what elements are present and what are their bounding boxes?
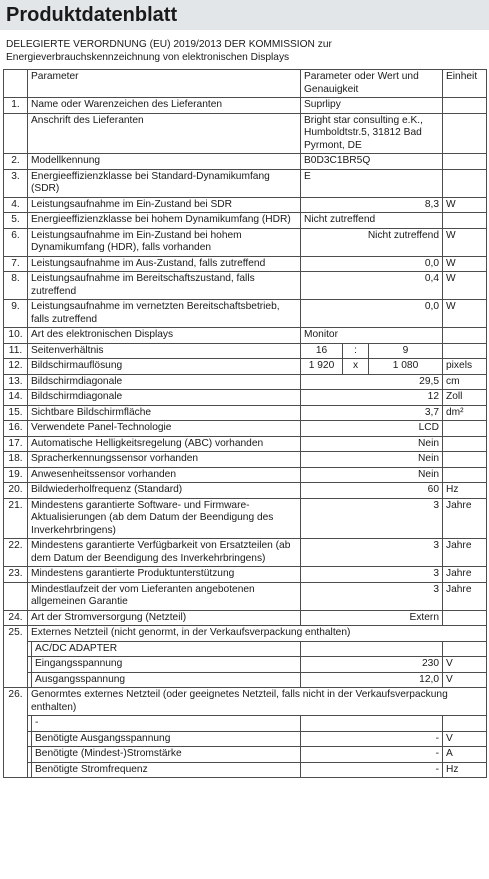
value-cell: 12	[301, 390, 443, 406]
sub-value	[301, 716, 443, 732]
sub-label: Eingangsspannung	[32, 657, 301, 673]
parameter-cell: Leistungsaufnahme im Aus-Zustand, falls zutreffend	[28, 256, 301, 272]
row-number: 14.	[4, 390, 28, 406]
unit-cell	[443, 328, 487, 344]
unit-cell: W	[443, 228, 487, 256]
regulation-subtitle: DELEGIERTE VERORDNUNG (EU) 2019/2013 DER KOMMISSION zur Energieverbrauchskennzeichnung von elektronischen Displays	[6, 39, 332, 63]
unit-cell: W	[443, 197, 487, 213]
sub-value: -	[301, 731, 443, 747]
table-row	[4, 343, 487, 359]
value-cell: Nein	[301, 452, 443, 468]
row-number: 4.	[4, 197, 28, 213]
unit-cell	[443, 467, 487, 483]
sub-index	[28, 716, 32, 732]
table-row	[4, 169, 487, 197]
sub-row	[4, 762, 487, 778]
unit-cell: dm²	[443, 405, 487, 421]
table-row	[4, 405, 487, 421]
value-cell: Suprlipy	[301, 98, 443, 114]
row-number: 7.	[4, 256, 28, 272]
sub-unit: A	[443, 747, 487, 763]
sub-unit: V	[443, 672, 487, 688]
table-row	[4, 328, 487, 344]
value-cell: Monitor	[301, 328, 443, 344]
unit-cell: pixels	[443, 359, 487, 375]
value-cell: 3	[301, 567, 443, 583]
parameter-cell: Anschrift des Lieferanten	[28, 113, 301, 154]
parameter-cell: Bildschirmauflösung	[28, 359, 301, 375]
row-number: 17.	[4, 436, 28, 452]
unit-cell	[443, 436, 487, 452]
parameter-cell: Energieeffizienzklasse bei hohem Dynamikumfang (HDR)	[28, 213, 301, 229]
value-cell: LCD	[301, 421, 443, 437]
row-number: 26.	[4, 688, 28, 778]
table-row	[4, 567, 487, 583]
parameter-cell: Leistungsaufnahme im vernetzten Bereitschaftsbetrieb, falls zutreffend	[28, 300, 301, 328]
parameter-cell: Leistungsaufnahme im Ein-Zustand bei hohem Dynamikumfang (HDR), falls vorhanden	[28, 228, 301, 256]
value-part-2: 1 080	[369, 359, 443, 375]
unit-cell	[443, 421, 487, 437]
unit-cell: W	[443, 300, 487, 328]
unit-cell	[443, 169, 487, 197]
unit-cell: W	[443, 272, 487, 300]
sub-value: 230	[301, 657, 443, 673]
value-cell: B0D3C1BR5Q	[301, 154, 443, 170]
value-part-1: 1 920	[301, 359, 343, 375]
sub-label: Ausgangsspannung	[32, 672, 301, 688]
table-row	[4, 256, 487, 272]
table-row	[4, 610, 487, 626]
value-cell: 29,5	[301, 374, 443, 390]
value-cell: 3,7	[301, 405, 443, 421]
parameter-cell: Mindestens garantierte Produktunterstützung	[28, 567, 301, 583]
value-cell: 0,4	[301, 272, 443, 300]
value-cell: 8,3	[301, 197, 443, 213]
sub-index	[28, 762, 32, 778]
parameter-cell: Spracherkennungssensor vorhanden	[28, 452, 301, 468]
unit-cell: Hz	[443, 483, 487, 499]
row-number: 23.	[4, 567, 28, 583]
unit-cell: Jahre	[443, 498, 487, 539]
sub-unit	[443, 716, 487, 732]
table-row	[4, 374, 487, 390]
table-row	[4, 436, 487, 452]
table-row	[4, 582, 487, 610]
sub-unit	[443, 641, 487, 657]
sub-row	[4, 641, 487, 657]
unit-cell: Jahre	[443, 539, 487, 567]
parameter-cell: Leistungsaufnahme im Bereitschaftszustand, falls zutreffend	[28, 272, 301, 300]
table-row	[4, 483, 487, 499]
sub-index	[28, 641, 32, 657]
unit-cell	[443, 452, 487, 468]
value-cell: Extern	[301, 610, 443, 626]
sub-index	[28, 747, 32, 763]
sub-index	[28, 672, 32, 688]
table-row	[4, 498, 487, 539]
sub-unit: V	[443, 731, 487, 747]
row-number: 6.	[4, 228, 28, 256]
sub-index	[28, 657, 32, 673]
table-row	[4, 626, 487, 642]
value-cell: 3	[301, 582, 443, 610]
parameter-cell: Name oder Warenzeichen des Lieferanten	[28, 98, 301, 114]
row-number: 19.	[4, 467, 28, 483]
table-row	[4, 390, 487, 406]
parameter-cell: Sichtbare Bildschirmfläche	[28, 405, 301, 421]
sub-value: -	[301, 762, 443, 778]
value-cell: 3	[301, 498, 443, 539]
group-title: Externes Netzteil (nicht genormt, in der Verkaufsverpackung enthalten)	[28, 626, 487, 642]
value-cell: Nein	[301, 467, 443, 483]
row-number: 5.	[4, 213, 28, 229]
sub-label: AC/DC ADAPTER	[32, 641, 301, 657]
table-row	[4, 98, 487, 114]
table-row	[4, 197, 487, 213]
unit-cell	[443, 213, 487, 229]
table-row	[4, 452, 487, 468]
value-cell: Bright star consulting e.K., Humboldtstr.5, 31812 Bad Pyrmont, DE	[301, 113, 443, 154]
value-cell: Nicht zutreffend	[301, 228, 443, 256]
parameter-cell: Mindestens garantierte Verfügbarkeit von Ersatzteilen (ab dem Datum der Beendigung des Inverkehrbringens)	[28, 539, 301, 567]
header-value: Parameter oder Wert und Genauigkeit	[301, 70, 443, 98]
unit-cell: Jahre	[443, 567, 487, 583]
parameter-cell: Mindestens garantierte Software- und Firmware-Aktualisierungen (ab dem Datum der Beendigung des Inverkehrbringens)	[28, 498, 301, 539]
sub-value: -	[301, 747, 443, 763]
sub-row	[4, 731, 487, 747]
sub-label: Benötigte Ausgangsspannung	[32, 731, 301, 747]
sub-unit: Hz	[443, 762, 487, 778]
table-row	[4, 154, 487, 170]
page-title: Produktdatenblatt	[6, 4, 178, 26]
parameter-cell: Verwendete Panel-Technologie	[28, 421, 301, 437]
table-row	[4, 467, 487, 483]
unit-cell	[443, 113, 487, 154]
sub-label: Benötigte Stromfrequenz	[32, 762, 301, 778]
table-row	[4, 272, 487, 300]
parameter-cell: Seitenverhältnis	[28, 343, 301, 359]
value-cell: 0,0	[301, 256, 443, 272]
table-row	[4, 421, 487, 437]
sub-value	[301, 641, 443, 657]
product-datasheet-table	[3, 69, 487, 778]
row-number: 12.	[4, 359, 28, 375]
value-cell: 3	[301, 539, 443, 567]
parameter-cell: Bildschirmdiagonale	[28, 390, 301, 406]
row-number: 22.	[4, 539, 28, 567]
value-part-2: 9	[369, 343, 443, 359]
parameter-cell: Energieeffizienzklasse bei Standard-Dynamikumfang (SDR)	[28, 169, 301, 197]
row-number: 25.	[4, 626, 28, 688]
sub-row	[4, 657, 487, 673]
unit-cell: Jahre	[443, 582, 487, 610]
header-row	[4, 70, 487, 98]
group-title: Genormtes externes Netzteil (oder geeignetes Netzteil, falls nicht in der Verkaufsverpackung enthalten)	[28, 688, 487, 716]
row-number: 24.	[4, 610, 28, 626]
row-number: 2.	[4, 154, 28, 170]
row-number: 8.	[4, 272, 28, 300]
sub-row	[4, 716, 487, 732]
table-row	[4, 113, 487, 154]
value-separator: :	[343, 343, 369, 359]
row-number: 20.	[4, 483, 28, 499]
value-separator: x	[343, 359, 369, 375]
header-unit: Einheit	[443, 70, 487, 98]
table-row	[4, 213, 487, 229]
parameter-cell: Leistungsaufnahme im Ein-Zustand bei SDR	[28, 197, 301, 213]
datasheet-body	[4, 70, 487, 778]
row-number: 10.	[4, 328, 28, 344]
header-num	[4, 70, 28, 98]
value-cell: 60	[301, 483, 443, 499]
row-number: 18.	[4, 452, 28, 468]
parameter-cell: Bildwiederholfrequenz (Standard)	[28, 483, 301, 499]
sub-unit: V	[443, 657, 487, 673]
value-part-1: 16	[301, 343, 343, 359]
row-number: 21.	[4, 498, 28, 539]
unit-cell: Zoll	[443, 390, 487, 406]
row-number: 1.	[4, 98, 28, 114]
unit-cell	[443, 98, 487, 114]
unit-cell	[443, 610, 487, 626]
row-number: 3.	[4, 169, 28, 197]
sub-label: Benötigte (Mindest-)Stromstärke	[32, 747, 301, 763]
unit-cell	[443, 154, 487, 170]
sub-row	[4, 672, 487, 688]
sub-value: 12,0	[301, 672, 443, 688]
unit-cell	[443, 343, 487, 359]
parameter-cell: Art des elektronischen Displays	[28, 328, 301, 344]
table-row	[4, 359, 487, 375]
row-number: 9.	[4, 300, 28, 328]
row-number	[4, 113, 28, 154]
row-number: 11.	[4, 343, 28, 359]
header-parameter: Parameter	[28, 70, 301, 98]
value-cell: Nein	[301, 436, 443, 452]
row-number: 13.	[4, 374, 28, 390]
parameter-cell: Automatische Helligkeitsregelung (ABC) vorhanden	[28, 436, 301, 452]
table-row	[4, 539, 487, 567]
parameter-cell: Mindestlaufzeit der vom Lieferanten angebotenen allgemeinen Garantie	[28, 582, 301, 610]
sub-index	[28, 731, 32, 747]
table-row	[4, 228, 487, 256]
value-cell: 0,0	[301, 300, 443, 328]
sub-label: -	[32, 716, 301, 732]
parameter-cell: Anwesenheitssensor vorhanden	[28, 467, 301, 483]
unit-cell: cm	[443, 374, 487, 390]
table-row	[4, 688, 487, 716]
value-cell: E	[301, 169, 443, 197]
row-number: 15.	[4, 405, 28, 421]
sub-row	[4, 747, 487, 763]
parameter-cell: Modellkennung	[28, 154, 301, 170]
row-number	[4, 582, 28, 610]
row-number: 16.	[4, 421, 28, 437]
value-cell: Nicht zutreffend	[301, 213, 443, 229]
parameter-cell: Art der Stromversorgung (Netzteil)	[28, 610, 301, 626]
parameter-cell: Bildschirmdiagonale	[28, 374, 301, 390]
table-row	[4, 300, 487, 328]
unit-cell: W	[443, 256, 487, 272]
